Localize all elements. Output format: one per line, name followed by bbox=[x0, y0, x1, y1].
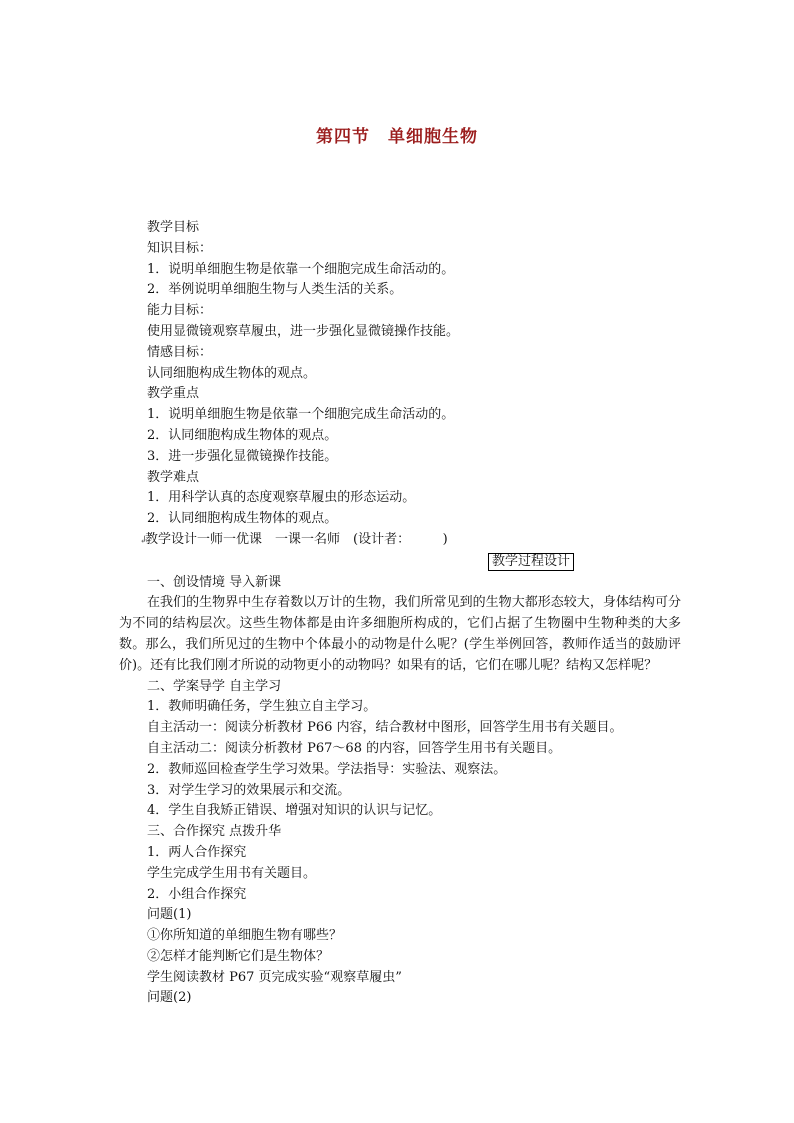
heading-teaching-goals: 教学目标 bbox=[147, 220, 200, 235]
section-heading-1: 一、创设情境 导入新课 bbox=[147, 574, 282, 590]
text-line: 学生阅读教材 P67 页完成实验“观察草履虫” bbox=[147, 969, 402, 985]
list-item: 1．教师明确任务，学生独立自主学习。 bbox=[147, 699, 377, 715]
list-item: 2．举例说明单细胞生物与人类生活的关系。 bbox=[147, 282, 403, 298]
process-design-heading bbox=[119, 552, 681, 573]
design-credit-line bbox=[119, 530, 681, 552]
question-label: 问题(2) bbox=[147, 990, 192, 1006]
design-credit-text: 教学设计一师一优课 一课一名师 (设计者： ) bbox=[145, 531, 448, 547]
question-item: ②怎样才能判断它们是生物体？ bbox=[147, 948, 330, 964]
page-title: 第四节 单细胞生物 bbox=[316, 127, 478, 147]
heading-key-points: 教学重点 bbox=[147, 386, 200, 402]
list-item: 2．认同细胞构成生物体的观点。 bbox=[147, 427, 338, 443]
intro-paragraph: 在我们的生物界中生存着数以万计的生物，我们所常见到的生物大都形态较大，身体结构可分为不同的结构层次。这些生物体都是由许多细胞所构成的，它们占据了生物圈中生物种类的大多数。那么，我们所见过的生物中个体最小的动物是什么呢？(学生举例回答，教师作适当的鼓励评价)。还有比我们刚才所说的动物更小的动物吗？如果有的话，它们在哪儿呢？结构又怎样呢？ bbox=[119, 595, 681, 673]
text-line: 使用显微镜观察草履虫，进一步强化显微镜操作技能。 bbox=[147, 323, 460, 339]
section-heading-3: 三、合作探究 点拨升华 bbox=[147, 824, 282, 840]
boxed-heading: 教学过程设计 bbox=[488, 553, 574, 571]
list-item: 4．学生自我矫正错误、增强对知识的认识与记忆。 bbox=[147, 803, 442, 819]
text-line: 认同细胞构成生物体的观点。 bbox=[147, 365, 317, 381]
list-item: 3．对学生学习的效果展示和交流。 bbox=[147, 782, 351, 798]
subheading-ability-goals: 能力目标： bbox=[147, 303, 213, 319]
list-item: 2．教师巡回检查学生学习效果。学法指导：实验法、观察法。 bbox=[147, 761, 507, 777]
list-item: 1．说明单细胞生物是依靠一个细胞完成生命活动的。 bbox=[147, 407, 455, 423]
subheading-knowledge-goals: 知识目标： bbox=[147, 240, 213, 256]
activity-line: 自主活动一：阅读分析教材 P66 内容，结合教材中图形，回答学生用书有关题目。 bbox=[147, 720, 623, 736]
list-item: 3．进一步强化显微镜操作技能。 bbox=[147, 448, 338, 464]
subheading-emotion-goals: 情感目标： bbox=[147, 344, 213, 360]
section-heading-2: 二、学案导学 自主学习 bbox=[147, 678, 282, 694]
question-label: 问题(1) bbox=[147, 907, 192, 923]
list-item: 2．小组合作探究 bbox=[147, 886, 247, 902]
heading-difficult-points: 教学难点 bbox=[147, 469, 200, 485]
activity-line: 自主活动二：阅读分析教材 P67～68 的内容，回答学生用书有关题目。 bbox=[147, 740, 562, 756]
list-item: 1．两人合作探究 bbox=[147, 844, 247, 860]
text-line: 学生完成学生用书有关题目。 bbox=[147, 865, 317, 881]
question-item: ①你所知道的单细胞生物有哪些？ bbox=[147, 928, 343, 944]
document-body bbox=[119, 218, 681, 1009]
list-item: 1．用科学认真的态度观察草履虫的形态运动。 bbox=[147, 490, 416, 506]
list-item: 1．说明单细胞生物是依靠一个细胞完成生命活动的。 bbox=[147, 261, 455, 277]
anchor-mark-icon: ↲ bbox=[139, 534, 148, 546]
list-item: 2．认同细胞构成生物体的观点。 bbox=[147, 511, 338, 527]
